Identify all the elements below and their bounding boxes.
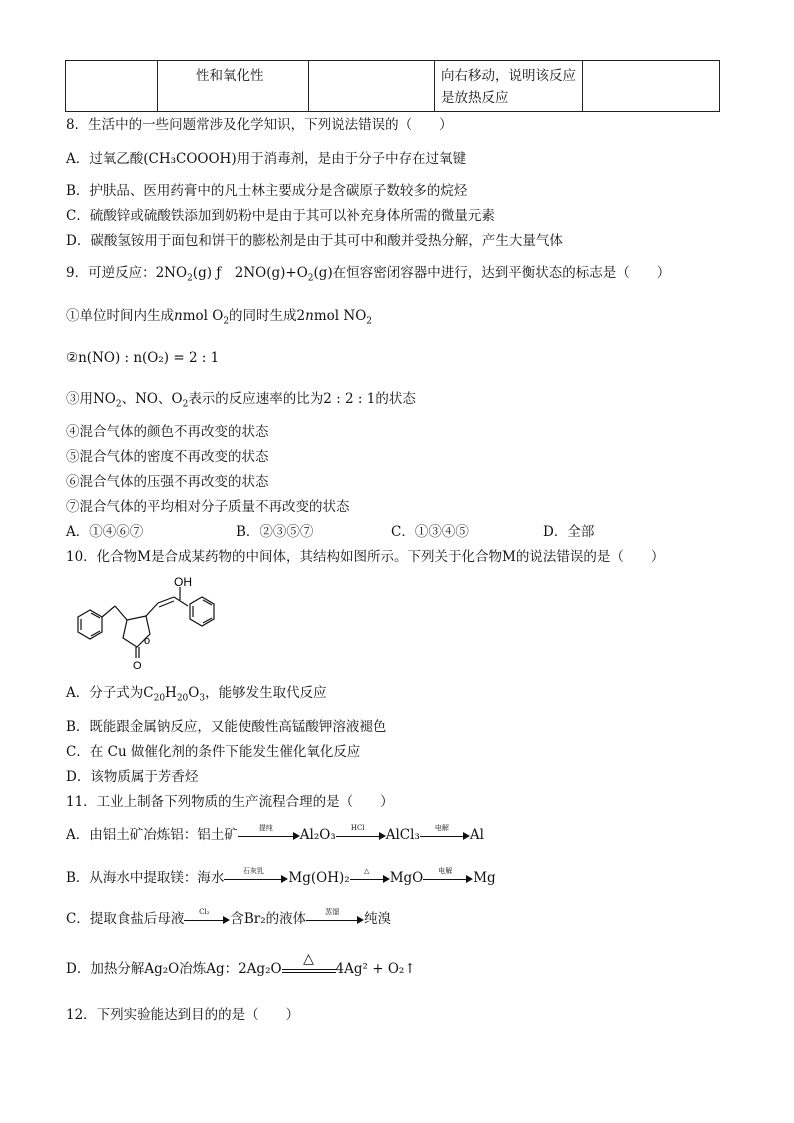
table-cell: 性和氧化性 xyxy=(158,61,309,112)
reaction-arrow: △ xyxy=(350,869,390,887)
benzene-ring-right xyxy=(190,597,214,626)
table-cell xyxy=(66,61,158,112)
reaction-arrow: 电解 xyxy=(420,826,470,844)
q9-option-c: C．①③④⑤ xyxy=(391,524,469,540)
q10-option-a: A．分子式为$C_{20}H_{20}O_3$，能够发生取代反应 xyxy=(66,685,327,704)
reaction-arrow: 石灰乳 xyxy=(224,869,288,887)
q9-item-6: ⑥混合气体的压强不再改变的状态 xyxy=(66,474,269,490)
q9-item-3: ③用$NO_2$、NO、$O_2$表示的反应速率的比为2 : 2 : 1的状态 xyxy=(66,391,416,410)
compound-m-structure xyxy=(70,572,240,672)
q9-option-b: B．②③⑤⑦ xyxy=(236,524,314,540)
q12-stem: 12．下列实验能达到目的的是（ ） xyxy=(66,1007,300,1023)
q11-option-a: A．由铝土矿冶炼铝：铝土矿 提纯 Al₂O₃ HCl AlCl₃ 电解 Al xyxy=(66,824,484,843)
q9-item-5: ⑤混合气体的密度不再改变的状态 xyxy=(66,449,269,465)
q10-option-d: D．该物质属于芳香烃 xyxy=(66,769,199,785)
q10-option-b: B．既能跟金属钠反应，又能使酸性高锰酸钾溶液褪色 xyxy=(66,719,387,735)
ring-oxygen-label: o xyxy=(144,635,151,647)
equilibrium-sign: △ xyxy=(282,960,336,978)
q8-option-d: D．碳酸氢铵用于面包和饼干的膨松剂是由于其可中和酸并受热分解，产生大量气体 xyxy=(66,233,563,249)
q8-option-b: B．护肤品、医用药膏中的凡士林主要成分是含碳原子数较多的烷烃 xyxy=(66,183,468,199)
q8-stem: 8．生活中的一些问题常涉及化学知识，下列说法错误的（ ） xyxy=(66,117,453,133)
reaction-arrow: Cl₂ xyxy=(184,910,230,928)
oh-label: OH xyxy=(174,575,192,589)
q11-option-d: D．加热分解Ag₂O冶炼Ag：2Ag₂O △ 4Ag² + O₂↑ xyxy=(66,951,416,977)
q8-option-a: A．过氧乙酸(CH₃COOOH)用于消毒剂，是由于分子中存在过氧键 xyxy=(66,151,467,167)
q9-item-4: ④混合气体的颜色不再改变的状态 xyxy=(66,424,269,440)
q9-item-1: ①单位时间内生成nmol $O_2$的同时生成2nmol $NO_2$ xyxy=(66,308,372,327)
q9-item-7: ⑦混合气体的平均相对分子质量不再改变的状态 xyxy=(66,499,350,515)
reaction-arrow: 提纯 xyxy=(238,826,300,844)
q9-item-2: ②n(NO) : n(O₂) = 2 : 1 xyxy=(66,350,220,366)
q10-stem: 10．化合物M是合成某药物的中间体，其结构如图所示。下列关于化合物M的说法错误的是（ ） xyxy=(66,549,665,565)
table-cell xyxy=(583,61,720,112)
q10-option-c: C．在 Cu 做催化剂的条件下能发生催化氧化反应 xyxy=(66,744,361,760)
q11-option-c: C．提取食盐后母液 Cl₂ 含Br₂的液体 蒸馏 纯溴 xyxy=(66,908,392,927)
reaction-arrow: HCl xyxy=(336,826,386,844)
reaction-arrow: 蒸馏 xyxy=(306,910,364,928)
table-row xyxy=(66,61,720,112)
q8-option-c: C．硫酸锌或硫酸铁添加到奶粉中是由于其可以补充身体所需的微量元素 xyxy=(66,208,495,224)
q11-stem: 11．工业上制备下列物质的生产流程合理的是（ ） xyxy=(66,794,394,810)
reaction-arrow: 电解 xyxy=(423,869,473,887)
table-cell xyxy=(309,61,435,112)
q9-options xyxy=(66,523,594,541)
q9-option-d: D．全部 xyxy=(543,524,595,540)
q9-stem: 9．可逆反应：$2NO_2(g)$ ƒ $2NO(g)+O_2(g)$在恒容密闭容器中进行，达到平衡状态的标志是（ ） xyxy=(66,265,671,284)
q11-option-b: B．从海水中提取镁：海水 石灰乳 Mg(OH)₂ △ MgO 电解 Mg xyxy=(66,867,496,886)
top-table xyxy=(65,60,720,112)
table-cell: 向右移动，说明该反应 是放热反应 xyxy=(435,61,583,112)
carbonyl-oxygen-label: O xyxy=(133,660,142,672)
q9-option-a: A．①④⑥⑦ xyxy=(66,524,144,540)
